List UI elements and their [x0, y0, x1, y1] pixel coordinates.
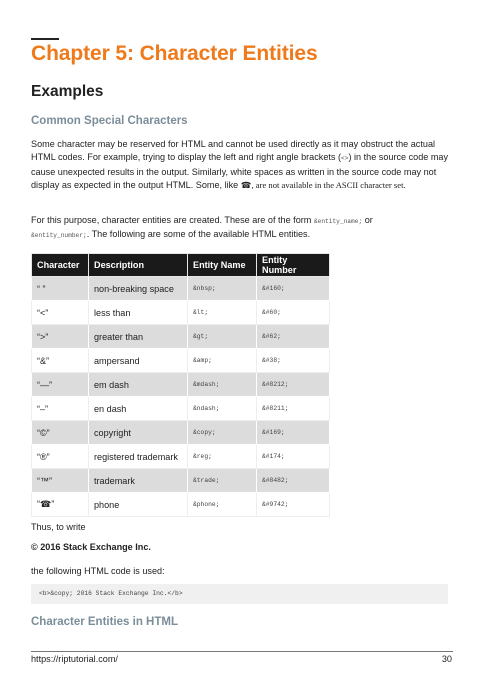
cell-entity-name: &mdash;	[188, 373, 257, 397]
chapter-title: Chapter 5: Character Entities	[31, 42, 318, 65]
cell-entity-name: &amp;	[188, 349, 257, 373]
table-header-row	[32, 254, 330, 277]
cell-character: “–”	[32, 397, 89, 421]
cell-description: ampersand	[89, 349, 188, 373]
cell-character: “<”	[32, 301, 89, 325]
cell-entity-name: &copy;	[188, 421, 257, 445]
cell-description: registered trademark	[89, 445, 188, 469]
cell-description: copyright	[89, 421, 188, 445]
cell-character: “™”	[32, 469, 89, 493]
cell-entity-name: &gt;	[188, 325, 257, 349]
cell-description: em dash	[89, 373, 188, 397]
footer-rule	[31, 651, 453, 652]
header-character: Character	[32, 254, 89, 277]
table-row	[32, 301, 330, 325]
cell-entity-number: &#8211;	[257, 397, 330, 421]
table-row	[32, 397, 330, 421]
cell-description: en dash	[89, 397, 188, 421]
cell-character: “ ”	[32, 277, 89, 301]
subsection-title: Common Special Characters	[31, 115, 188, 127]
footer-link[interactable]: https://riptutorial.com/	[31, 654, 118, 664]
cell-entity-name: &reg;	[188, 445, 257, 469]
para1-serif-text: ☎, are not available in the ASCII character set.	[240, 179, 406, 190]
cell-character: “>”	[32, 325, 89, 349]
cell-character: “©”	[32, 421, 89, 445]
cell-entity-number: &#174;	[257, 445, 330, 469]
table-row	[32, 349, 330, 373]
cell-character: “☎”	[32, 493, 89, 517]
header-entity-name: Entity Name	[188, 254, 257, 277]
cell-entity-name: &nbsp;	[188, 277, 257, 301]
table-row	[32, 277, 330, 301]
cell-entity-number: &#8212;	[257, 373, 330, 397]
page-number: 30	[441, 654, 452, 664]
thus-paragraph: Thus, to write	[31, 522, 86, 532]
cell-character: “&”	[32, 349, 89, 373]
para2-text-a: For this purpose, character entities are created. These are of the form	[31, 215, 314, 225]
table-row	[32, 421, 330, 445]
para2-text-c: . The following are some of the available HTML entities.	[86, 229, 311, 240]
para2-text-b: or	[362, 215, 373, 225]
header-description: Description	[89, 254, 188, 277]
cell-entity-number: &#60;	[257, 301, 330, 325]
para1-inline-code: <>	[341, 155, 349, 163]
para1-text-b: ) in the source code may cause unexpected results in the output. Similarly, white spaces as written in the source code may not display as expected in the output HTML. Some, like	[31, 152, 449, 190]
entity-name-form-code: &entity_name;	[313, 218, 363, 225]
cell-entity-number: &#62;	[257, 325, 330, 349]
cell-entity-name: &phone;	[188, 493, 257, 517]
table-row	[32, 469, 330, 493]
entity-form-paragraph	[31, 214, 451, 243]
cell-entity-number: &#160;	[257, 277, 330, 301]
cell-entity-number: &#9742;	[257, 493, 330, 517]
table-row	[32, 445, 330, 469]
chapter-rule	[31, 38, 59, 40]
cell-description: non-breaking space	[89, 277, 188, 301]
copyright-example: © 2016 Stack Exchange Inc.	[31, 542, 151, 552]
code-block: <b>&copy; 2016 Stack Exchange Inc.</b>	[31, 584, 448, 604]
cell-description: less than	[89, 301, 188, 325]
cell-description: trademark	[89, 469, 188, 493]
html-code-paragraph: the following HTML code is used:	[31, 566, 165, 576]
cell-entity-number: &#8482;	[257, 469, 330, 493]
cell-entity-name: &ndash;	[188, 397, 257, 421]
subsection-title-2: Character Entities in HTML	[31, 616, 178, 628]
cell-entity-number: &#38;	[257, 349, 330, 373]
entity-number-form-code: &entity_number;	[31, 232, 87, 240]
table-row	[32, 493, 330, 517]
cell-description: greater than	[89, 325, 188, 349]
para1-text-a: Some character may be reserved for HTML and cannot be used directly as it may obstruct the actual HTML codes. For example, trying to display the left and right angle brackets (	[31, 139, 436, 163]
cell-character: “®”	[32, 445, 89, 469]
cell-entity-number: &#169;	[257, 421, 330, 445]
cell-entity-name: &trade;	[188, 469, 257, 493]
cell-description: phone	[89, 493, 188, 517]
table-row	[32, 325, 330, 349]
cell-entity-name: &lt;	[188, 301, 257, 325]
table-row	[32, 373, 330, 397]
intro-paragraph	[31, 138, 451, 192]
header-entity-number: Entity Number	[257, 254, 330, 277]
entities-table	[31, 253, 330, 517]
section-title: Examples	[31, 83, 104, 100]
cell-character: “—”	[32, 373, 89, 397]
